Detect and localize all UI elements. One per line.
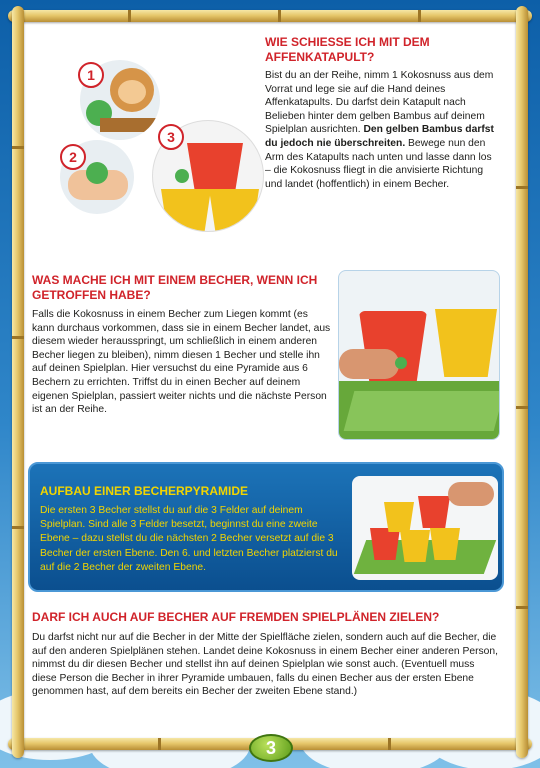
- section-heading: WAS MACHE ICH MIT EINEM BECHER, WENN ICH GETROFFEN HABE?: [32, 273, 318, 302]
- section-foreign-boards: [32, 610, 498, 699]
- section-heading: WIE SCHIESSE ICH MIT DEM AFFENKATAPULT?: [265, 35, 430, 64]
- section-heading: DARF ICH AUCH AUF BECHER AUF FREMDEN SPIELPLÄNEN ZIELEN?: [32, 610, 440, 624]
- bamboo-right: [516, 6, 528, 758]
- bamboo-top: [8, 10, 532, 22]
- photo-hand-cups: [338, 270, 500, 440]
- section-cup-hit: [32, 273, 332, 417]
- section-heading: AUFBAU EINER BECHERPYRAMIDE: [40, 484, 249, 498]
- section-text: Falls die Kokosnuss in einem Becher zum Liegen kommt (es kann durchaus vorkommen, dass sie in einem Becher landet, aus diesem wieder herausspringt, um schließlich in einem anderen Becher liegen zu bleiben), nimm diesen 1 Becher und stelle ihn auf deinen Spielplan. Hier versuchst du eine Pyramide aus 6 Bechern zu errichten. Triffst du in einen Becher auf deinem eigenen Spielplan, passiert weiter nichts und die nächste Person ist an der Reihe.: [32, 309, 331, 416]
- section-text: Die ersten 3 Becher stellst du auf die 3 Felder auf deinem Spielplan. Sind alle 3 Felder besetzt, beginnst du eine zweite Ebene – dazu stellst du die nächsten 2 Becher versetzt auf die 3 Becher der ersten Ebene. Den 6. und letzten Becher platzierst du auf die 2 Becher der zweiten Ebene.: [40, 505, 338, 573]
- step-badge-1: 1: [78, 62, 104, 88]
- section-text: [265, 69, 495, 191]
- step-badge-2: 2: [60, 144, 86, 170]
- step-badge-3: 3: [158, 124, 184, 150]
- section-catapult: [265, 35, 495, 191]
- text-bold: Den gelben Bambus darfst du jedoch nie überschreiten.: [265, 124, 494, 149]
- text-part: Bewege nun den Arm des Katapults nach unten und lasse dann los – die Kokosnuss fliegt in die anvisierte Richtung und landet (hoffentlich) in einem Becher.: [265, 137, 492, 190]
- section-pyramid-box: [28, 462, 504, 592]
- bamboo-left: [12, 6, 24, 758]
- photo-pyramid: [352, 476, 498, 580]
- page-number: 3: [249, 734, 293, 762]
- text-part: Bist du an der Reihe, nimm 1 Kokosnuss aus dem Vorrat und lege sie auf die Hand deines Affenkatapults. Du darfst dein Katapult nach Belieben hinter dem gelben Bambus auf deinem Spielplan ausrichten.: [265, 70, 494, 136]
- section-text: Du darfst nicht nur auf die Becher in der Mitte der Spielfläche zielen, sondern auch auf die Becher, die auf den anderen Spielplänen stehen. Landet deine Kokosnuss in einem Becher einer anderen Person, nimmst du dir diesen Becher und stellst ihn auf deinen Spielplan wie sonst auch. (Eventuell muss diese Person die Becher in ihrer Pyramide umbauen, falls du einen Becher aus der ersten Ebene genommen hast, auf dem bereits ein Becher der zweiten Ebene stand.): [32, 632, 498, 698]
